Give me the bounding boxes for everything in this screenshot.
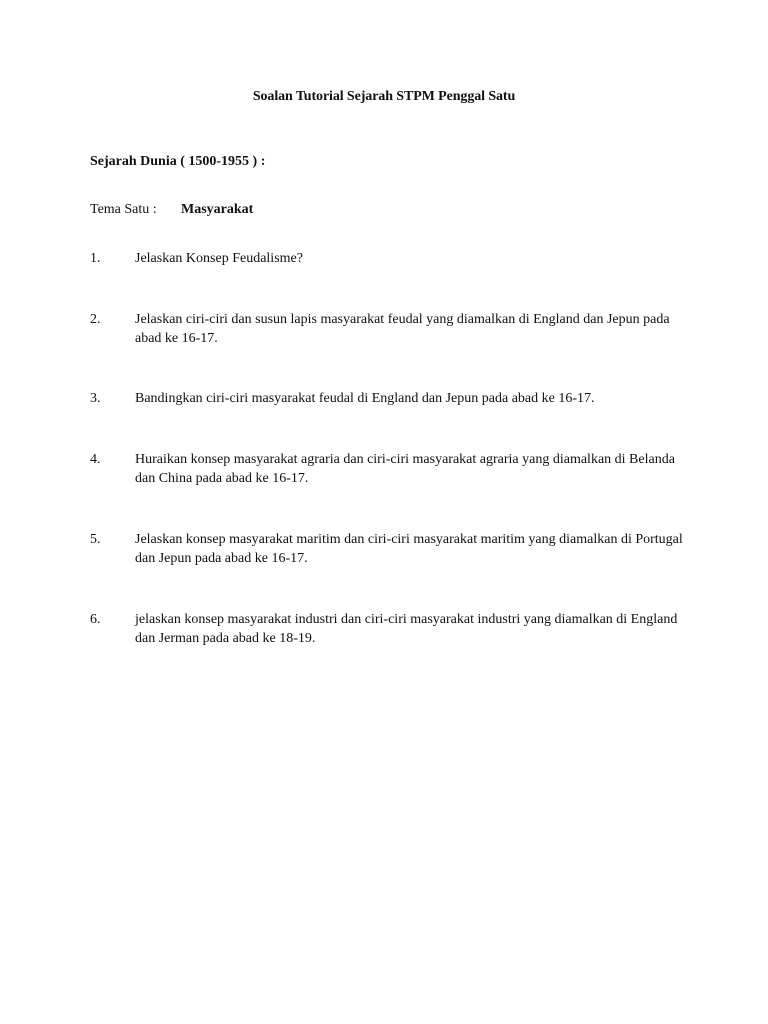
question-number: 5. bbox=[90, 532, 101, 547]
theme-value: Masyarakat bbox=[181, 202, 254, 217]
question-number: 1. bbox=[90, 251, 101, 266]
question-number: 4. bbox=[90, 452, 101, 467]
section-heading: Sejarah Dunia ( 1500-1955 ) : bbox=[90, 154, 266, 169]
question-text: Jelaskan konsep masyarakat maritim dan ciri-ciri masyarakat maritim yang diamalkan di Portugal dan Jepun pada abad ke 16-17. bbox=[135, 532, 683, 566]
question-text: jelaskan konsep masyarakat industri dan ciri-ciri masyarakat industri yang diamalkan di England dan Jerman pada abad ke 18-19. bbox=[135, 612, 678, 646]
question-text: Jelaskan ciri-ciri dan susun lapis masyarakat feudal yang diamalkan di England dan Jepun pada abad ke 16-17. bbox=[135, 312, 670, 346]
question-number: 2. bbox=[90, 312, 101, 327]
question-number: 6. bbox=[90, 612, 101, 627]
question-text: Bandingkan ciri-ciri masyarakat feudal di England dan Jepun pada abad ke 16-17. bbox=[135, 391, 595, 406]
question-text: Huraikan konsep masyarakat agraria dan ciri-ciri masyarakat agraria yang diamalkan di Belanda dan China pada abad ke 16-17. bbox=[135, 452, 675, 486]
theme-label: Tema Satu : bbox=[90, 202, 157, 217]
question-number: 3. bbox=[90, 391, 101, 406]
document-title: Soalan Tutorial Sejarah STPM Penggal Satu bbox=[252, 89, 516, 104]
question-text: Jelaskan Konsep Feudalisme? bbox=[135, 251, 303, 266]
